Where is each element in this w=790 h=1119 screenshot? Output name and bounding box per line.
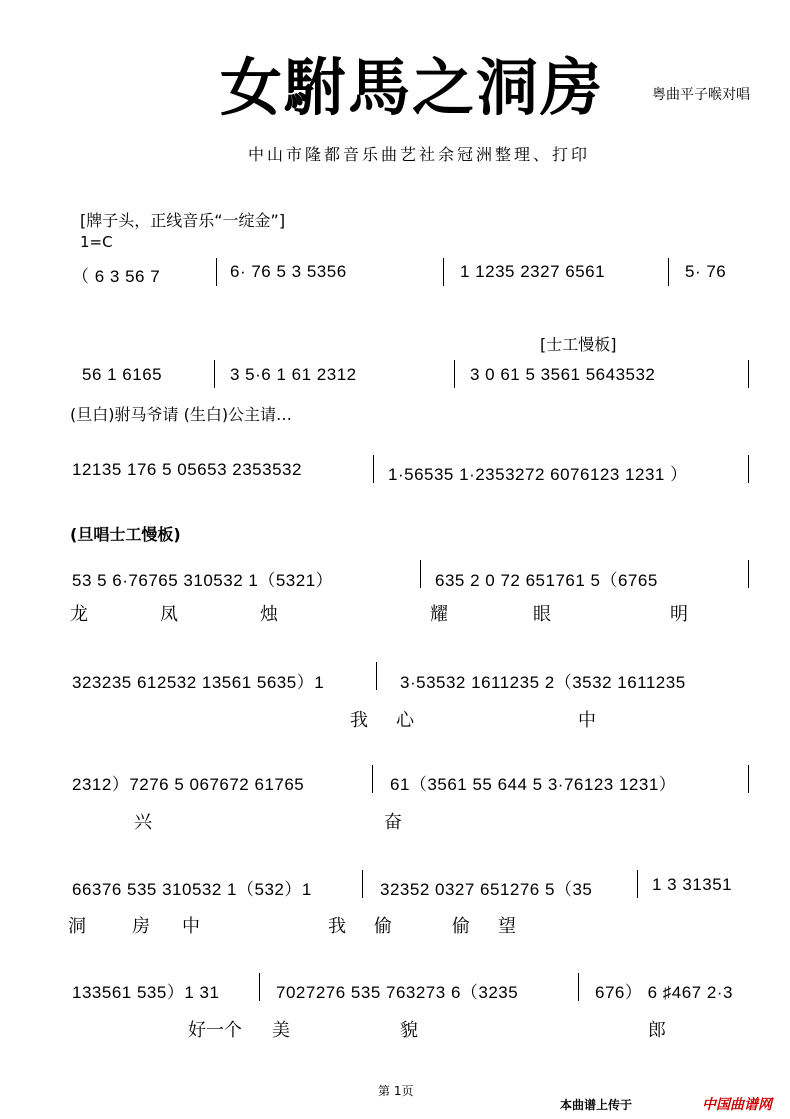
section-label-tempo: [士工慢板] [540,335,617,354]
footer-source: 本曲谱上传于 [560,1098,633,1112]
dialogue-line: (旦白)驸马爷请 (生白)公主请… [70,405,293,424]
bar-line [748,560,749,588]
section-label-intro: [牌子头，正线音乐“一绽金”] [80,211,286,230]
genre-label: 粤曲平子喉对唱 [652,87,750,103]
measure: 12135 176 5 05653 2353532 [72,460,302,479]
lyric-char: 凤 [160,604,178,625]
lyric-char: 貌 [400,1020,418,1041]
lyric-char: 偷 [452,916,470,937]
measure: 1 3 31351 [652,875,733,894]
section-label-vocal: (旦唱士工慢板) [70,525,181,544]
lyric-char: 洞 [68,916,86,937]
lyric-char: 偷 [374,916,392,937]
site-logo[interactable]: 中国曲谱网 [702,1097,772,1113]
measure: 53 5 6·76765 310532 1（5321） [72,571,334,590]
measure: 323235 612532 13561 5635）1 [72,673,325,692]
lyric-char: 好一个 [188,1020,242,1041]
measure: 7027276 535 763273 6（3235 [276,983,519,1002]
measure: 676） 6 ♯467 2·3 [595,983,733,1002]
lyric-char: 郎 [648,1020,666,1041]
bar-line [420,560,421,588]
bar-line [454,360,455,388]
measure: （ 6 3 56 7 [72,267,161,286]
bar-line [748,765,749,793]
bar-line [214,360,215,388]
measure: 635 2 0 72 651761 5（6765 [435,571,658,590]
bar-line [443,258,444,286]
measure: 66376 535 310532 1（532）1 [72,880,312,899]
measure: 61（3561 55 644 5 3·76123 1231） [390,775,677,794]
bar-line [668,258,669,286]
lyric-char: 房 [132,916,150,937]
lyric-char: 耀 [430,604,448,625]
bar-line [748,455,749,483]
lyric-char: 望 [498,916,516,937]
measure: 1 1235 2327 6561 [460,262,606,281]
measure: 3 5·6 1 61 2312 [230,365,357,384]
measure: 3 0 61 5 3561 5643532 [470,365,656,384]
page-title: 女駙馬之洞房 [220,51,605,124]
lyric-char: 明 [670,604,688,625]
bar-line [578,973,579,1001]
lyric-char: 眼 [533,604,551,625]
page-number: 第 1页 [378,1084,414,1098]
bar-line [373,455,374,483]
lyric-char: 奋 [384,812,402,833]
lyric-char: 烛 [260,604,278,625]
lyric-char: 我 [328,916,346,937]
credit-line: 中山市隆都音乐曲艺社余冠洲整理、打印 [248,145,591,164]
measure: 6· 76 5 3 5356 [230,262,347,281]
measure: 56 1 6165 [82,365,163,384]
lyric-char: 兴 [134,812,152,833]
key-signature: 1=C [80,233,113,251]
measure: 133561 535）1 31 [72,983,220,1002]
lyric-char: 龙 [70,604,88,625]
measure: 5· 76 [685,262,727,281]
bar-line [637,870,638,898]
bar-line [748,360,749,388]
bar-line [259,973,260,1001]
lyric-char: 我 [350,710,368,731]
measure: 2312）7276 5 067672 61765 [72,775,305,794]
lyric-char: 中 [578,710,596,731]
lyric-char: 心 [396,710,414,731]
measure: 32352 0327 651276 5（35 [380,880,593,899]
bar-line [216,258,217,286]
bar-line [376,662,377,690]
lyric-char: 中 [182,916,200,937]
lyric-char: 美 [272,1020,290,1041]
bar-line [372,765,373,793]
measure: 1·56535 1·2353272 6076123 1231 ） [388,465,688,484]
measure: 3·53532 1611235 2（3532 1611235 [400,673,686,692]
bar-line [362,870,363,898]
